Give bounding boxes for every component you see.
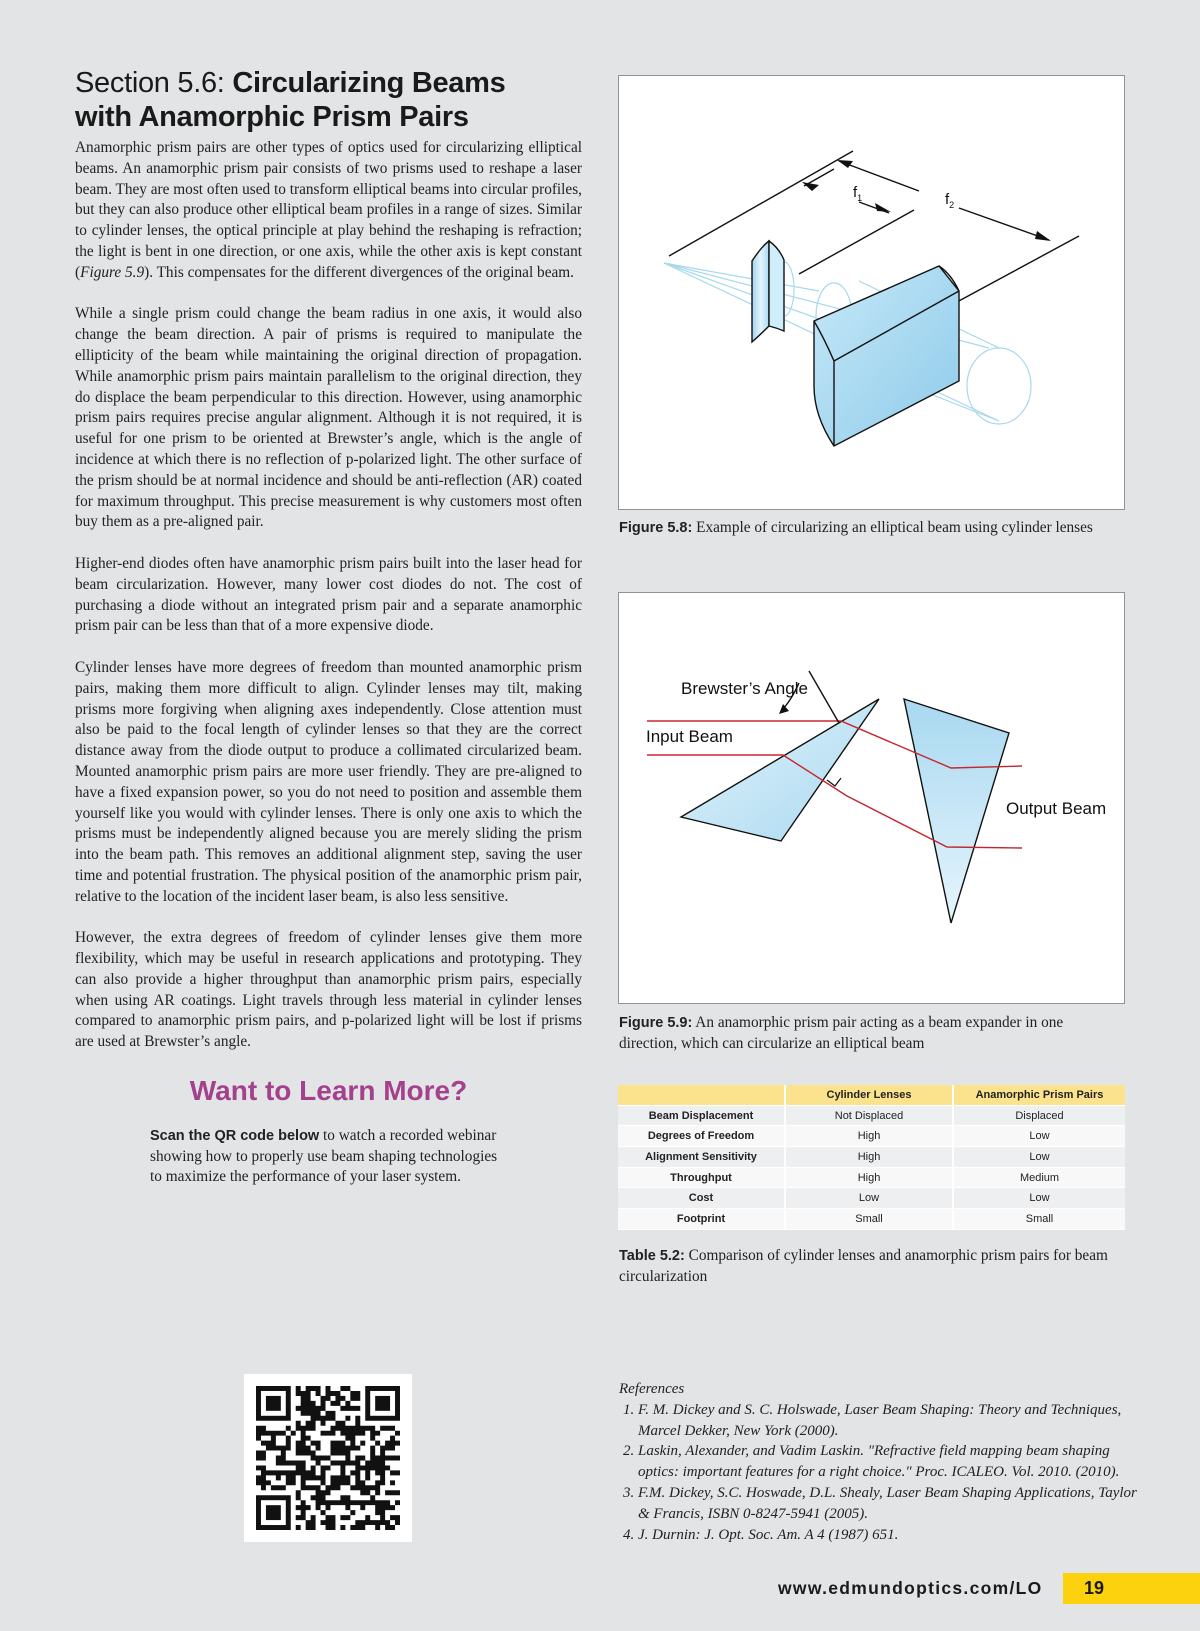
qr-code[interactable]: [244, 1374, 412, 1542]
table-5-2-caption: Table 5.2: Comparison of cylinder lenses and anamorphic prism pairs for beam circularization: [619, 1247, 1108, 1285]
page-number-badge: [1063, 1573, 1200, 1604]
table-cell: Medium: [953, 1167, 1125, 1188]
paragraph-1: Anamorphic prism pairs are other types of optics used for circularizing elliptical beams. An anamorphic prism pair consists of two prisms used to reshape a laser beam. They are most often used to transform elliptical beams into circular profiles, but they can also produce other elliptical beam profiles in a range of sizes. Similar to cylinder lenses, the optical principle at play behind the reshaping is refraction; the light is bent in one direction, or one axis, while the other axis is kept constant (Figure 5.9). This compensates for the different divergences of the original beam.: [75, 139, 582, 281]
qr-finder-pattern: [258, 1388, 288, 1418]
left-column: [75, 66, 582, 1188]
table-cell: High: [785, 1126, 953, 1147]
qr-code-image: [244, 1374, 412, 1542]
table-row: [618, 1126, 1125, 1147]
table-cell: Low: [953, 1147, 1125, 1168]
table-cell: Degrees of Freedom: [618, 1126, 785, 1147]
brewster-angle-label: Brewster’s Angle: [681, 679, 808, 698]
dimension-arrowheads: [802, 160, 1051, 241]
brewster-normal-line: [809, 671, 839, 723]
table-cell: High: [785, 1167, 953, 1188]
learn-more-title: Want to Learn More?: [189, 1074, 468, 1106]
comparison-table: [618, 1085, 1125, 1230]
table-row: [618, 1105, 1125, 1126]
paragraph-5: However, the extra degrees of freedom of cylinder lenses give them more flexibility, which may be useful in research applications and prototyping. They can also provide a higher throughput than anamorphic prism pairs, especially when using AR coatings. Light travels through less material in cylinder lenses compared to anamorphic prism pairs, and p-polarized light will be lost if prisms are used at Brewster’s angle.: [75, 929, 582, 1051]
references-title: References: [619, 1381, 685, 1397]
output-beam-label: Output Beam: [1006, 799, 1107, 818]
references: [619, 1379, 1139, 1545]
table-cell: Beam Displacement: [618, 1105, 785, 1126]
input-beam-label: Input Beam: [646, 727, 733, 746]
table-header-cell: Anamorphic Prism Pairs: [953, 1085, 1125, 1105]
figure-5-9-caption: Figure 5.9: An anamorphic prism pair acting as a beam expander in one direction, which can circularize an elliptical beam: [619, 1014, 1064, 1052]
table-row: [618, 1147, 1125, 1168]
prism-1: [681, 699, 879, 841]
table-row: [618, 1188, 1125, 1209]
table-header-cell: [618, 1085, 785, 1105]
paragraph-4: Cylinder lenses have more degrees of freedom than mounted anamorphic prism pairs, making them more difficult to align. Cylinder lenses may tilt, making prisms more forgiving when aligning axes independently. Close attention must also be paid to the focal length of cylinder lenses so that they are the correct distance away from the diode output to produce a collimated circularized beam. Mounted anamorphic prism pairs are more user friendly. They are pre-aligned to have a fixed expansion power, so you do not need to position and assemble them yourself like you would with cylinder lenses. There is only one axis to which the prisms must be independently aligned because you are merely sliding the prism into the beam path. This removes an additional alignment step, saving the user time and potential frustration. The physical position of the anamorphic prism pair, relative to the location of the incident laser beam, is also less sensitive.: [75, 658, 582, 905]
table-cell: Throughput: [618, 1167, 785, 1188]
cylinder-lens-diagram: [619, 76, 1124, 509]
paragraph-3: Higher-end diodes often have anamorphic prism pairs built into the laser head for beam circularization. However, many lower cost diodes do not. The cost of purchasing a diode without an integrated prism pair and a separate anamorphic prism pair can be less than that of a more expensive diode.: [75, 554, 582, 635]
reference-item: 2. Laskin, Alexander, and Vadim Laskin. "Refractive field mapping beam shaping optics: important features for a right choice." Proc. ICALEO. Vol. 2010. (2010).: [638, 1441, 1139, 1483]
table-cell: Low: [953, 1188, 1125, 1209]
cylinder-lens-1: [752, 241, 784, 342]
reference-item: 3. F.M. Dickey, S.C. Hoswade, D.L. Shealy, Laser Beam Shaping Applications, Taylor & Francis, ISBN 0-8247-5941 (2005).: [638, 1483, 1139, 1525]
table-cell: Low: [785, 1188, 953, 1209]
reference-item: 1. F. M. Dickey and S. C. Holswade, Laser Beam Shaping: Theory and Techniques, Marcel Dekker, New York (2000).: [638, 1400, 1139, 1442]
brewster-arrowhead: [779, 704, 789, 714]
table-header-row: [618, 1085, 1125, 1105]
dimension-lines: [669, 151, 1079, 302]
page-number: 19: [1084, 1578, 1105, 1598]
learn-more-text: Scan the QR code below to watch a recorded webinar showing how to properly use beam shaping technologies to maximize the performance of your laser system.: [150, 1126, 498, 1186]
table-cell: Displaced: [953, 1105, 1125, 1126]
reference-item: 4. J. Durnin: J. Opt. Soc. Am. A 4 (1987) 651.: [638, 1525, 1139, 1546]
table-cell: Footprint: [618, 1209, 785, 1230]
figure-reference: Figure 5.9: [80, 263, 145, 281]
section-title: Section 5.6: Circularizing Beams with Anamorphic Prism Pairs: [75, 67, 506, 133]
table-row: [618, 1209, 1125, 1230]
figure-5-8: [618, 75, 1125, 510]
table-row: [618, 1167, 1125, 1188]
prism-2: [904, 699, 1009, 923]
f1-label: $f_1$: [853, 184, 863, 203]
table-cell: Alignment Sensitivity: [618, 1147, 785, 1168]
table-cell: Cost: [618, 1188, 785, 1209]
qr-finder-pattern: [368, 1388, 398, 1418]
cylinder-lens-2: [814, 266, 959, 446]
footer-url-link[interactable]: www.edmundoptics.com/LO: [778, 1578, 1043, 1598]
table-header-cell: Cylinder Lenses: [785, 1085, 953, 1105]
references-list: [619, 1400, 1139, 1546]
qr-finder-pattern: [258, 1498, 288, 1528]
table-cell: Small: [953, 1209, 1125, 1230]
figure-5-8-caption: Figure 5.8: Example of circularizing an elliptical beam using cylinder lenses: [619, 519, 1093, 536]
table-cell: Low: [953, 1126, 1125, 1147]
f2-label: $f_2$: [945, 191, 955, 210]
figure-5-9: [618, 592, 1125, 1004]
anamorphic-prism-diagram: [619, 593, 1124, 1003]
paragraph-2: While a single prism could change the beam radius in one axis, it would also change the beam direction. A pair of prisms is required to manipulate the ellipticity of the beam while maintaining the original direction of propagation. While anamorphic prism pairs maintain parallelism to the original direction, they do displace the beam perpendicular to this direction. However, using anamorphic prism pairs requires precise angular alignment. Although it is not required, it is useful for one prism to be oriented at Brewster’s angle, which is the angle of incidence at which there is no reflection of p-polarized light. The other surface of the prism should be at normal incidence and should be anti-reflection (AR) coated for maximum throughput. This precise measurement is why customers most often buy them as a pre-aligned pair.: [75, 305, 582, 531]
table-cell: Not Displaced: [785, 1105, 953, 1126]
table-cell: Small: [785, 1209, 953, 1230]
table-cell: High: [785, 1147, 953, 1168]
